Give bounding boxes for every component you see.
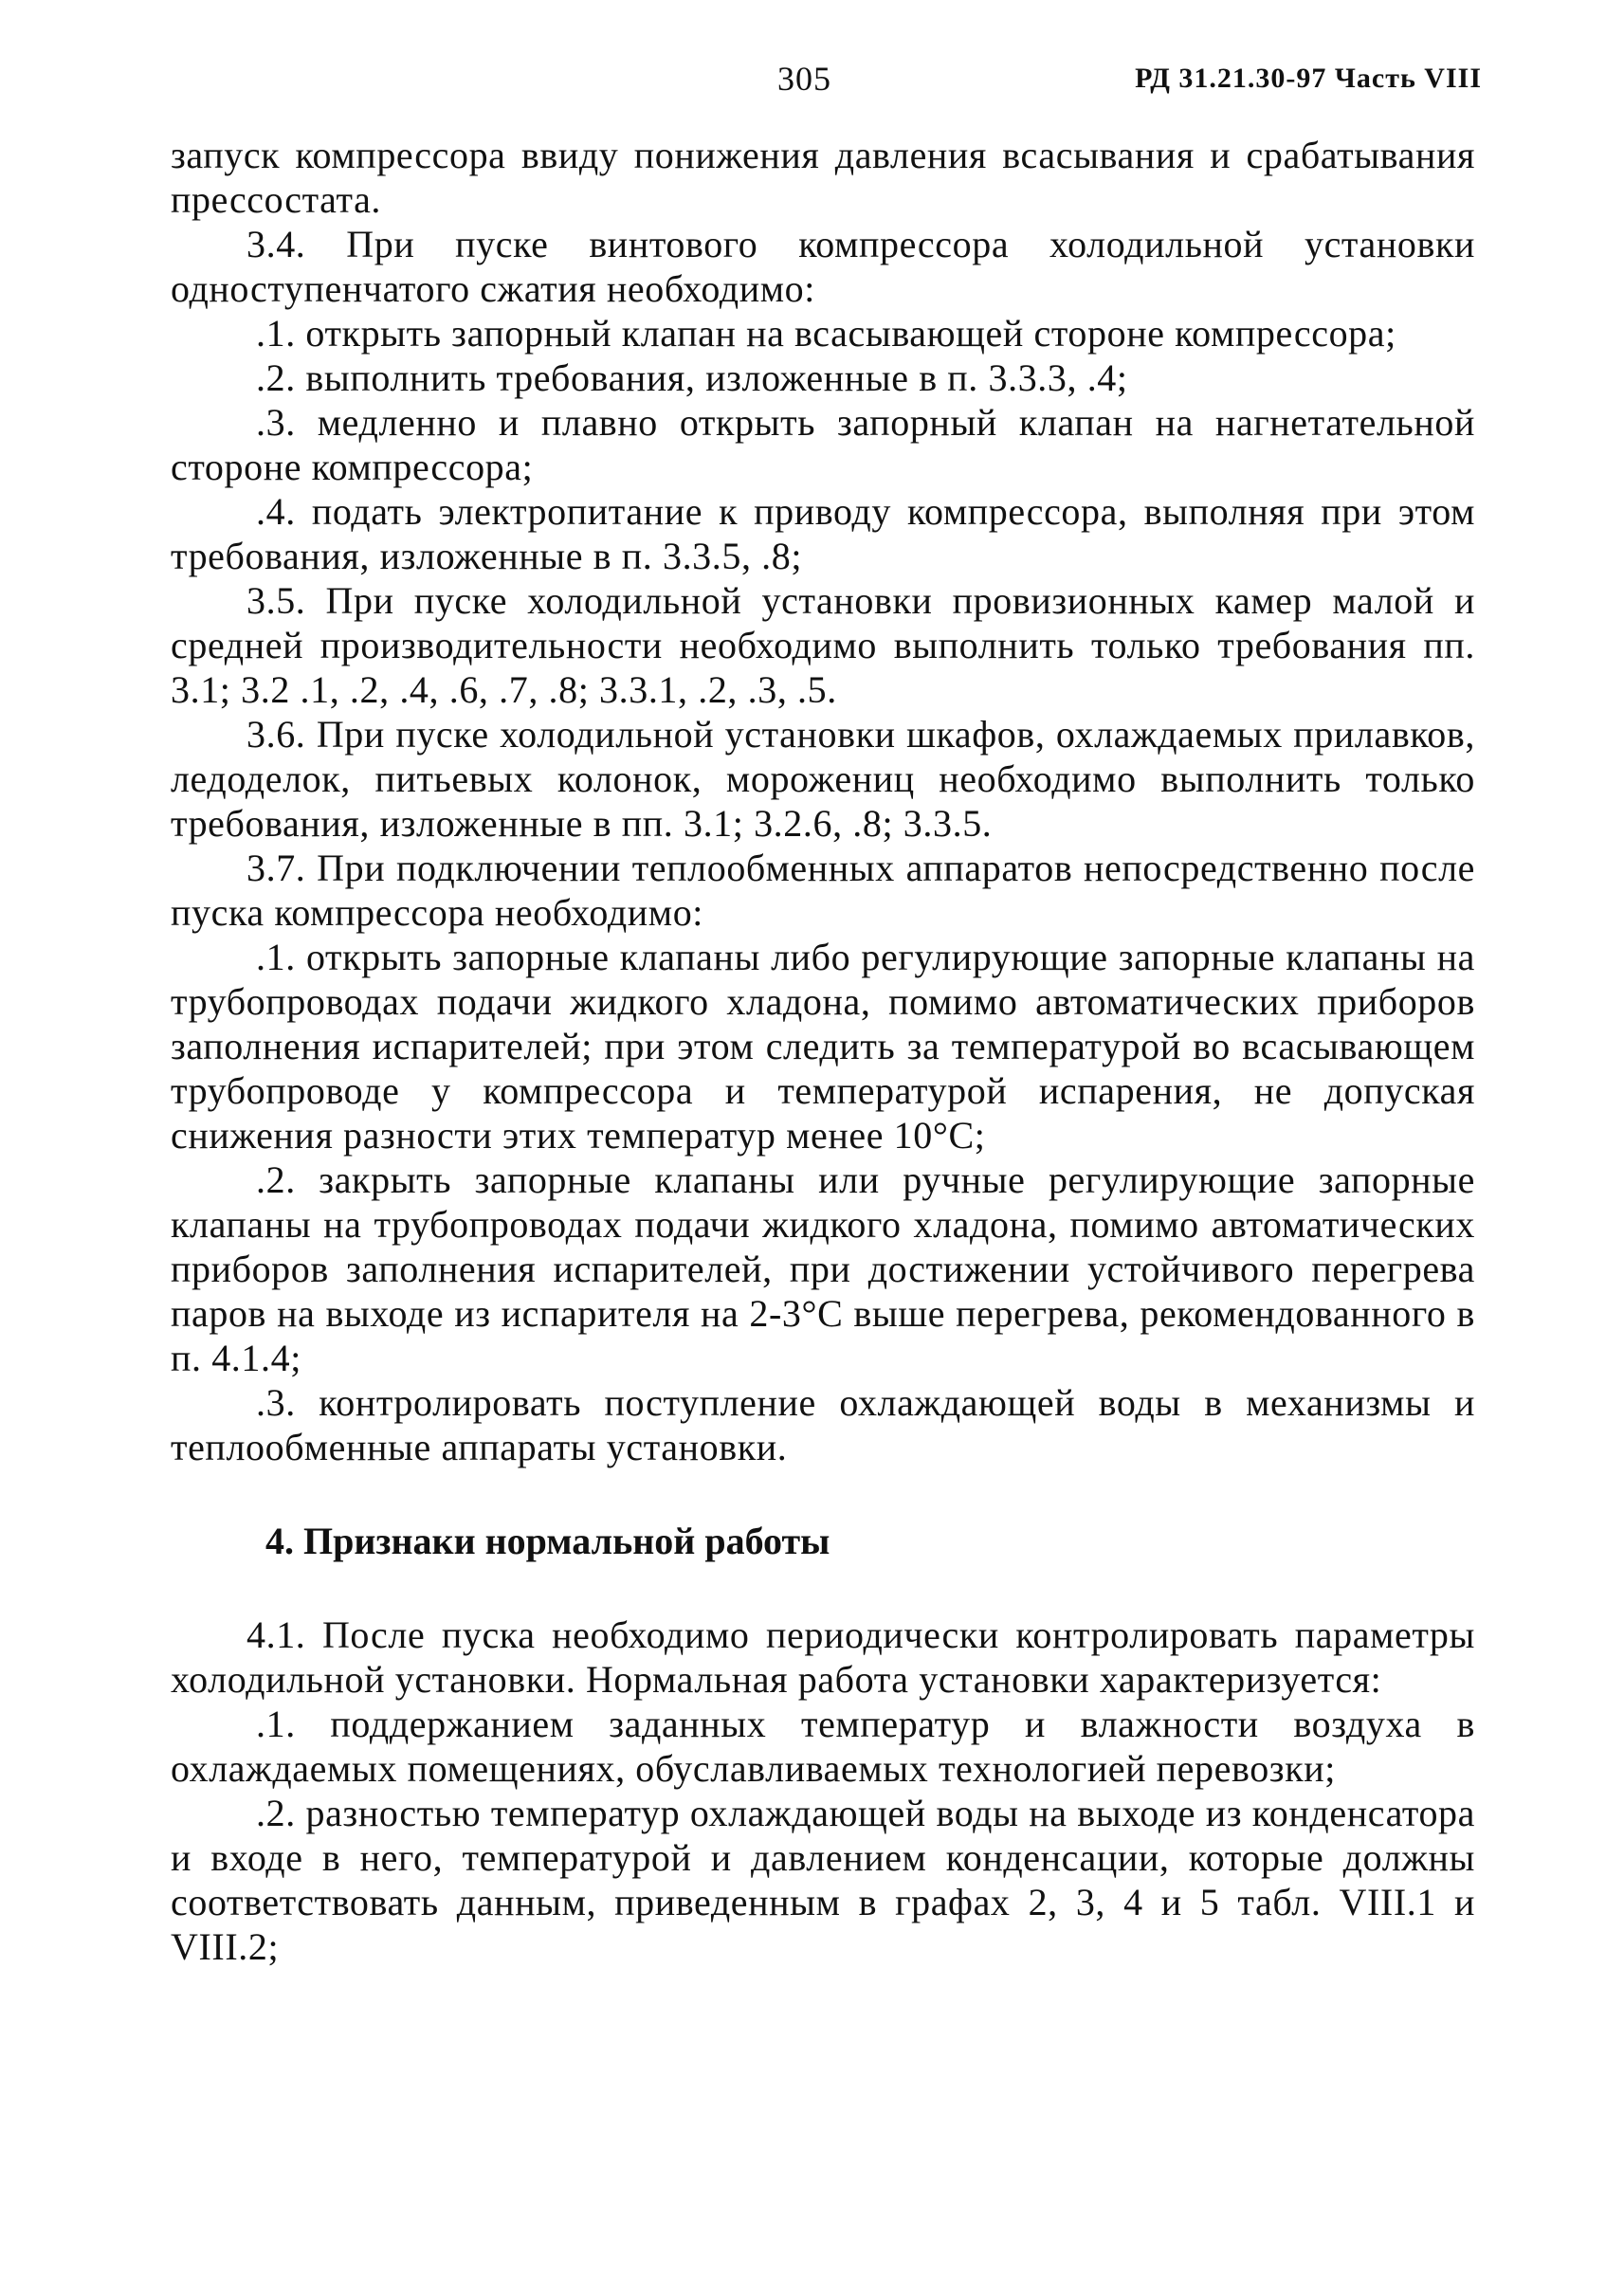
paragraph: .3. медленно и плавно открыть запорный клапан на нагнетательной стороне компрессора; xyxy=(171,401,1475,488)
paragraph: .2. закрыть запорные клапаны или ручные регулирующие запорные клапаны на трубопроводах подачи жидкого хладона, помимо автоматических приборов заполнения испарителей, при достижении устойчивого перегрева паров на выходе из испарителя на 2-3°С выше перегрева, рекомендованного в п. 4.1.4; xyxy=(171,1158,1475,1379)
paragraph: 4.1. После пуска необходимо периодически контролировать параметры холодильной установки. Нормальная работа установки характеризуется: xyxy=(171,1613,1475,1701)
paragraph: .1. поддержанием заданных температур и влажности воздуха в охлаждаемых помещениях, обуславливаемых технологией перевозки; xyxy=(171,1703,1475,1790)
paragraph: запуск компрессора ввиду понижения давления всасывания и срабатывания прессостата. xyxy=(171,134,1475,221)
paragraph: .1. открыть запорные клапаны либо регулирующие запорные клапаны на трубопроводах подачи жидкого хладона, помимо автоматических приборов заполнения испарителей; при этом следить за температурой во всасывающем трубопроводе у компрессора и температурой испарения, не допуская снижения разности этих температур менее 10°С; xyxy=(171,936,1475,1157)
paragraph: .3. контролировать поступление охлаждающей воды в механизмы и теплообменные аппараты установки. xyxy=(171,1381,1475,1468)
paragraph: 3.6. При пуске холодильной установки шкафов, охлаждаемых прилавков, ледоделок, питьевых колонок, морожениц необходимо выполнить только требования, изложенные в пп. 3.1; 3.2.6, .8; 3.3.5. xyxy=(171,713,1475,845)
paragraph: 3.4. При пуске винтового компрессора холодильной установки одноступенчатого сжатия необходимо: xyxy=(171,223,1475,310)
page-header xyxy=(0,59,1624,106)
paragraph: .2. выполнить требования, изложенные в п. 3.3.3, .4; xyxy=(256,356,1128,399)
paragraph: .4. подать электропитание к приводу компрессора, выполняя при этом требования, изложенные в п. 3.3.5, .8; xyxy=(171,490,1475,577)
paragraph: .2. разностью температур охлаждающей воды на выходе из конденсатора и входе в него, температурой и давлением конденсации, которые должны соответствовать данным, приведенным в графах 2, 3, 4 и 5 табл. VIII.1 и VIII.2; xyxy=(171,1792,1475,1968)
paragraph-group-before xyxy=(171,133,1475,1469)
page-number: 305 xyxy=(777,60,831,98)
paragraph-group-after xyxy=(171,1613,1475,1969)
paragraph: 3.5. При пуске холодильной установки провизионных камер малой и средней производительности необходимо выполнить только требования пп. 3.1; 3.2 .1, .2, .4, .6, .7, .8; 3.3.1, .2, .3, .5. xyxy=(171,579,1475,711)
paragraph: .1. открыть запорный клапан на всасывающей стороне компрессора; xyxy=(256,312,1396,355)
section-title: 4. Признаки нормальной работы xyxy=(265,1520,830,1562)
document-code: РД 31.21.30-97 Часть VIII xyxy=(1135,63,1482,94)
paragraph: 3.7. При подключении теплообменных аппаратов непосредственно после пуска компрессора необходимо: xyxy=(171,847,1475,934)
page-body xyxy=(171,133,1475,1969)
